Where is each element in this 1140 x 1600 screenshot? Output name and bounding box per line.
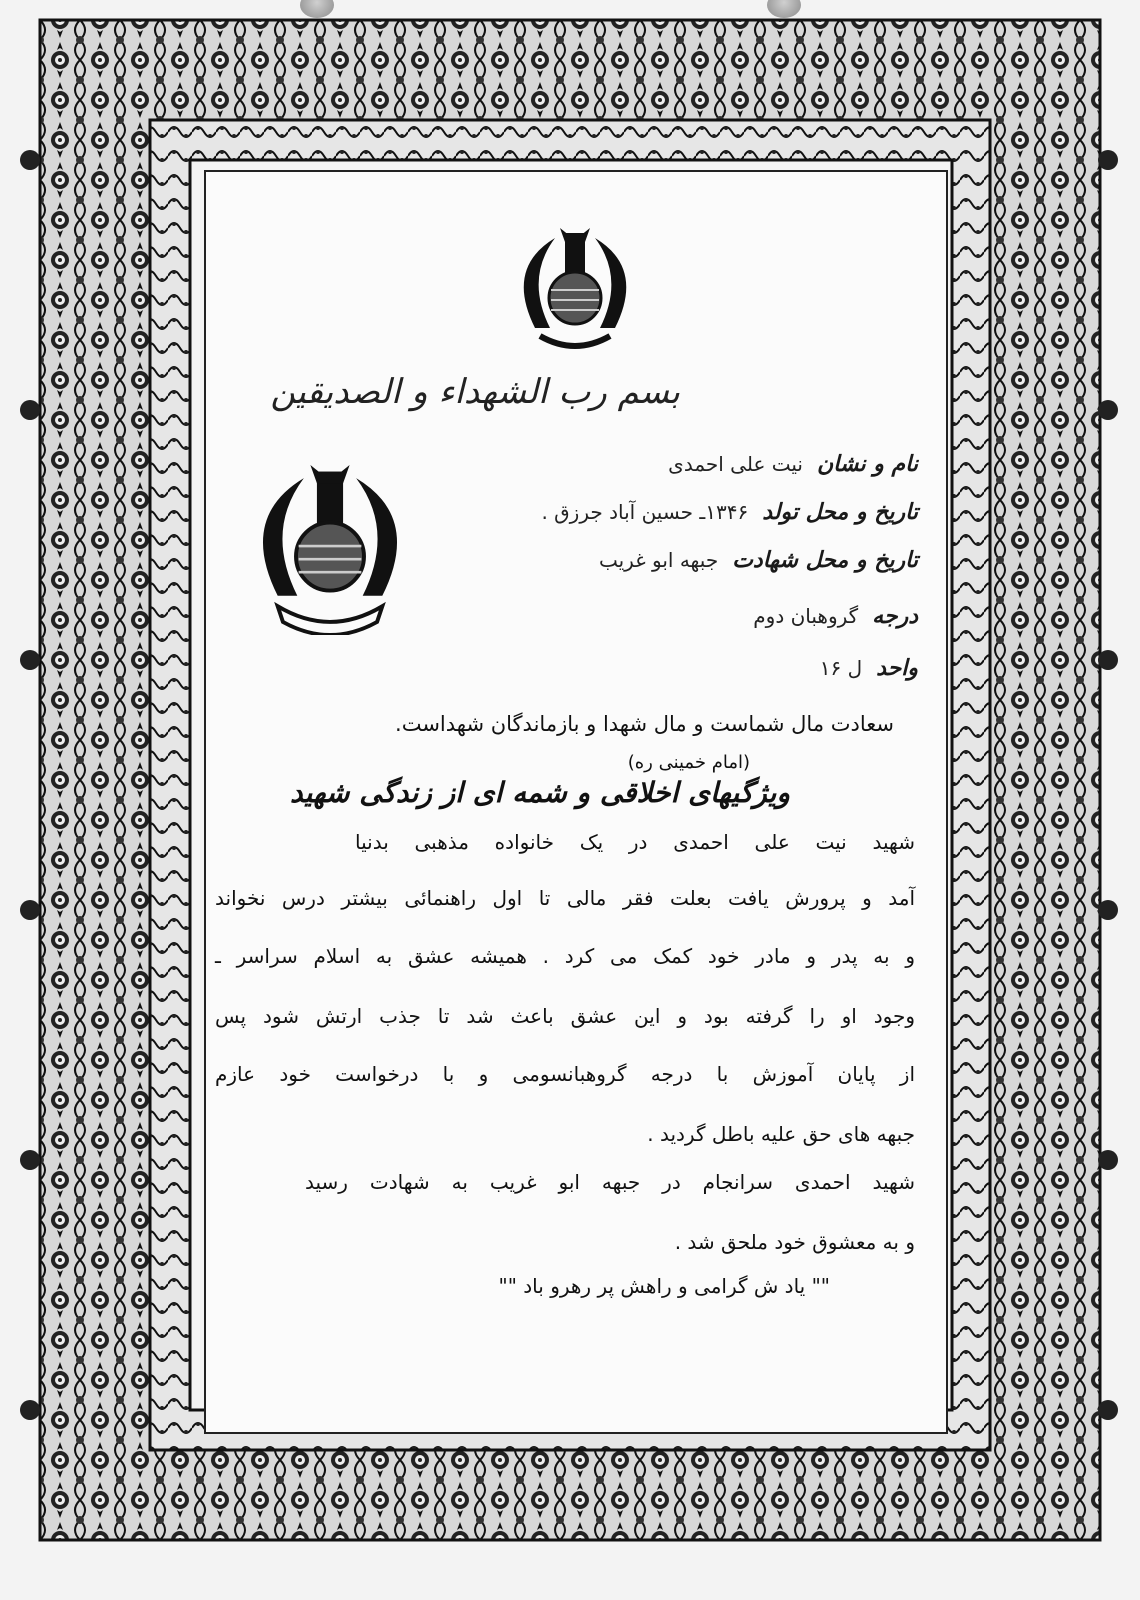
field-label: واحد — [876, 655, 918, 681]
field-label: نام و نشان — [817, 451, 918, 477]
field-value: نیت علی احمدی — [668, 452, 803, 476]
field-label: درجه — [872, 603, 918, 629]
body-line: از پایان آموزش با درجه گروهبانسومی و با درخواست خود عازم — [215, 1062, 915, 1086]
field-value: جبهه ابو غریب — [598, 548, 719, 572]
irgc-emblem-icon — [515, 228, 635, 358]
quote-text: سعادت مال شماست و مال شهدا و بازماندگان شهداست. — [395, 712, 894, 736]
field-name-row — [668, 446, 918, 482]
field-label: تاریخ و محل تولد — [762, 499, 918, 525]
field-label: تاریخ و محل شهادت — [732, 547, 918, 573]
body-line: و به پدر و مادر خود کمک می کرد . همیشه عشق به اسلام سراسر ـ — [215, 944, 915, 968]
field-martyrdom-row — [599, 542, 918, 578]
body-line: شهید احمدی سرانجام در جبهه ابو غریب به شهادت رسید — [305, 1170, 915, 1194]
field-value: گروهبان دوم — [753, 604, 859, 628]
field-rank-row — [753, 598, 918, 634]
body-line: شهید نیت علی احمدی در یک خانواده مذهبی بدنیا — [355, 830, 915, 854]
body-line: آمد و پرورش یافت بعلت فقر مالی تا اول راهنمائی بیشتر درس نخواند — [215, 886, 915, 910]
section-heading: ویژگیهای اخلاقی و شمه ای از زندگی شهید — [289, 776, 790, 809]
body-line: و به معشوق خود ملحق شد . — [674, 1230, 915, 1254]
field-birth-row — [541, 494, 918, 530]
bismillah-heading: بسم رب الشهداء و الصدیقین — [270, 372, 680, 412]
closing-line: "" یاد ش گرامی و راهش پر رهرو باد "" — [498, 1274, 830, 1298]
field-unit-row — [820, 650, 918, 686]
field-value: ل ۱۶ — [819, 656, 863, 680]
field-value: ۱۳۴۶ـ حسین آباد جرزق . — [541, 500, 749, 524]
irgc-emblem-icon — [250, 465, 410, 635]
quote-attribution: (امام خمینی ره) — [627, 752, 750, 773]
body-line: جبهه های حق علیه باطل گردید . — [647, 1122, 915, 1146]
body-line: وجود او را گرفته بود و این عشق باعث شد تا جذب ارتش شود پس — [215, 1004, 915, 1028]
